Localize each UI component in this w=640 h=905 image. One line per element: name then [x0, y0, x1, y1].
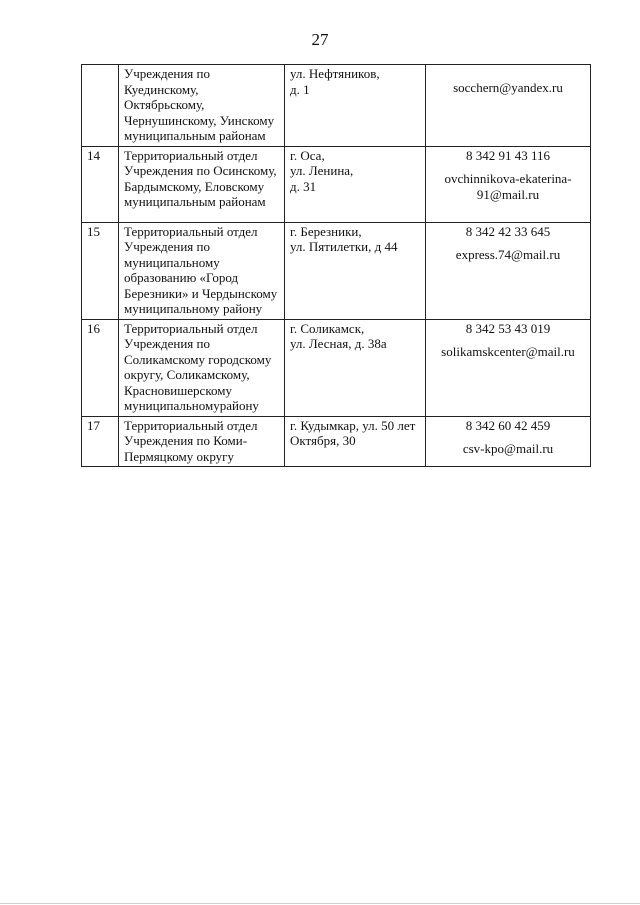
- name-line: Соликамскому городскому: [124, 351, 272, 367]
- department-name: [119, 319, 285, 416]
- name-line: Территориальный отдел: [124, 223, 258, 239]
- name-line: Куединскому,: [124, 81, 199, 97]
- contacts: [426, 319, 591, 416]
- address-line: г. Соликамск,: [290, 320, 365, 336]
- address-line: ул. Ленина,: [290, 163, 354, 178]
- address-line: д. 31: [290, 178, 317, 194]
- name-line: Пермяцкому округу: [124, 448, 234, 464]
- address-line: г. Оса,: [290, 147, 325, 163]
- contacts: [426, 146, 591, 222]
- email[interactable]: csv-kpo@mail.ru: [462, 441, 554, 456]
- address-line: Октября, 30: [290, 433, 356, 448]
- email[interactable]: ovchinnikova-ekaterina-: [444, 171, 572, 186]
- phone-number: 8 342 53 43 019: [465, 320, 551, 336]
- department-name: [119, 222, 285, 319]
- name-line: Бардымскому, Еловскому: [124, 178, 265, 194]
- address: [285, 222, 426, 319]
- name-line: Учреждения по: [124, 66, 210, 81]
- contacts: [426, 65, 591, 147]
- table-row: [82, 319, 591, 416]
- email[interactable]: express.74@mail.ru: [455, 247, 561, 262]
- address-line: д. 1: [290, 81, 310, 97]
- email[interactable]: solikamskcenter@mail.ru: [441, 344, 575, 359]
- name-line: Учреждения по: [124, 336, 210, 351]
- row-number: [82, 65, 119, 147]
- name-line: Территориальный отдел: [124, 417, 258, 433]
- name-line: Учреждения по Осинскому,: [124, 163, 277, 178]
- contacts-table: [81, 64, 591, 467]
- page-number: 27: [311, 30, 329, 49]
- address: [285, 65, 426, 147]
- name-line: Территориальный отдел: [124, 320, 258, 336]
- address-line: ул. Лесная, д. 38а: [290, 336, 387, 351]
- name-line: Учреждения по Коми-: [124, 433, 248, 448]
- contacts: [426, 222, 591, 319]
- name-line: Учреждения по: [124, 239, 210, 254]
- row-number: 17: [82, 416, 119, 467]
- name-line: муниципальномурайону: [124, 398, 259, 413]
- name-line: муниципальному району: [124, 301, 263, 316]
- name-line: Красновишерскому: [124, 382, 232, 398]
- row-number: 16: [82, 319, 119, 416]
- name-line: образованию «Город: [124, 270, 239, 285]
- name-line: Чернушинскому, Уинскому: [124, 112, 275, 128]
- address-line: г. Кудымкар, ул. 50 лет: [290, 417, 416, 433]
- table-row: [82, 222, 591, 319]
- department-name: [119, 146, 285, 222]
- address-line: г. Березники,: [290, 223, 362, 239]
- name-line: муниципальному: [124, 254, 220, 270]
- phone-number: 8 342 91 43 116: [465, 147, 551, 163]
- email[interactable]: 91@mail.ru: [476, 186, 540, 202]
- row-number: 15: [82, 222, 119, 319]
- name-line: Территориальный отдел: [124, 147, 258, 163]
- contacts: [426, 416, 591, 467]
- department-name: [119, 65, 285, 147]
- address-line: ул. Нефтяников,: [290, 66, 380, 81]
- phone-number: 8 342 60 42 459: [465, 417, 551, 433]
- name-line: Березники» и Чердынскому: [124, 285, 278, 301]
- table-row: [82, 65, 591, 147]
- department-name: [119, 416, 285, 467]
- name-line: округу, Соликамскому,: [124, 367, 250, 382]
- name-line: муниципальным районам: [124, 194, 266, 209]
- address: [285, 319, 426, 416]
- table-row: [82, 146, 591, 222]
- address: [285, 416, 426, 467]
- email[interactable]: socchern@yandex.ru: [453, 80, 563, 95]
- row-number: 14: [82, 146, 119, 222]
- table-row: [82, 416, 591, 467]
- address: [285, 146, 426, 222]
- page-edge-line: [0, 903, 640, 904]
- address-line: ул. Пятилетки, д 44: [290, 239, 398, 254]
- phone-number: 8 342 42 33 645: [465, 223, 551, 239]
- name-line: муниципальным районам: [124, 128, 266, 143]
- name-line: Октябрьскому,: [124, 97, 205, 112]
